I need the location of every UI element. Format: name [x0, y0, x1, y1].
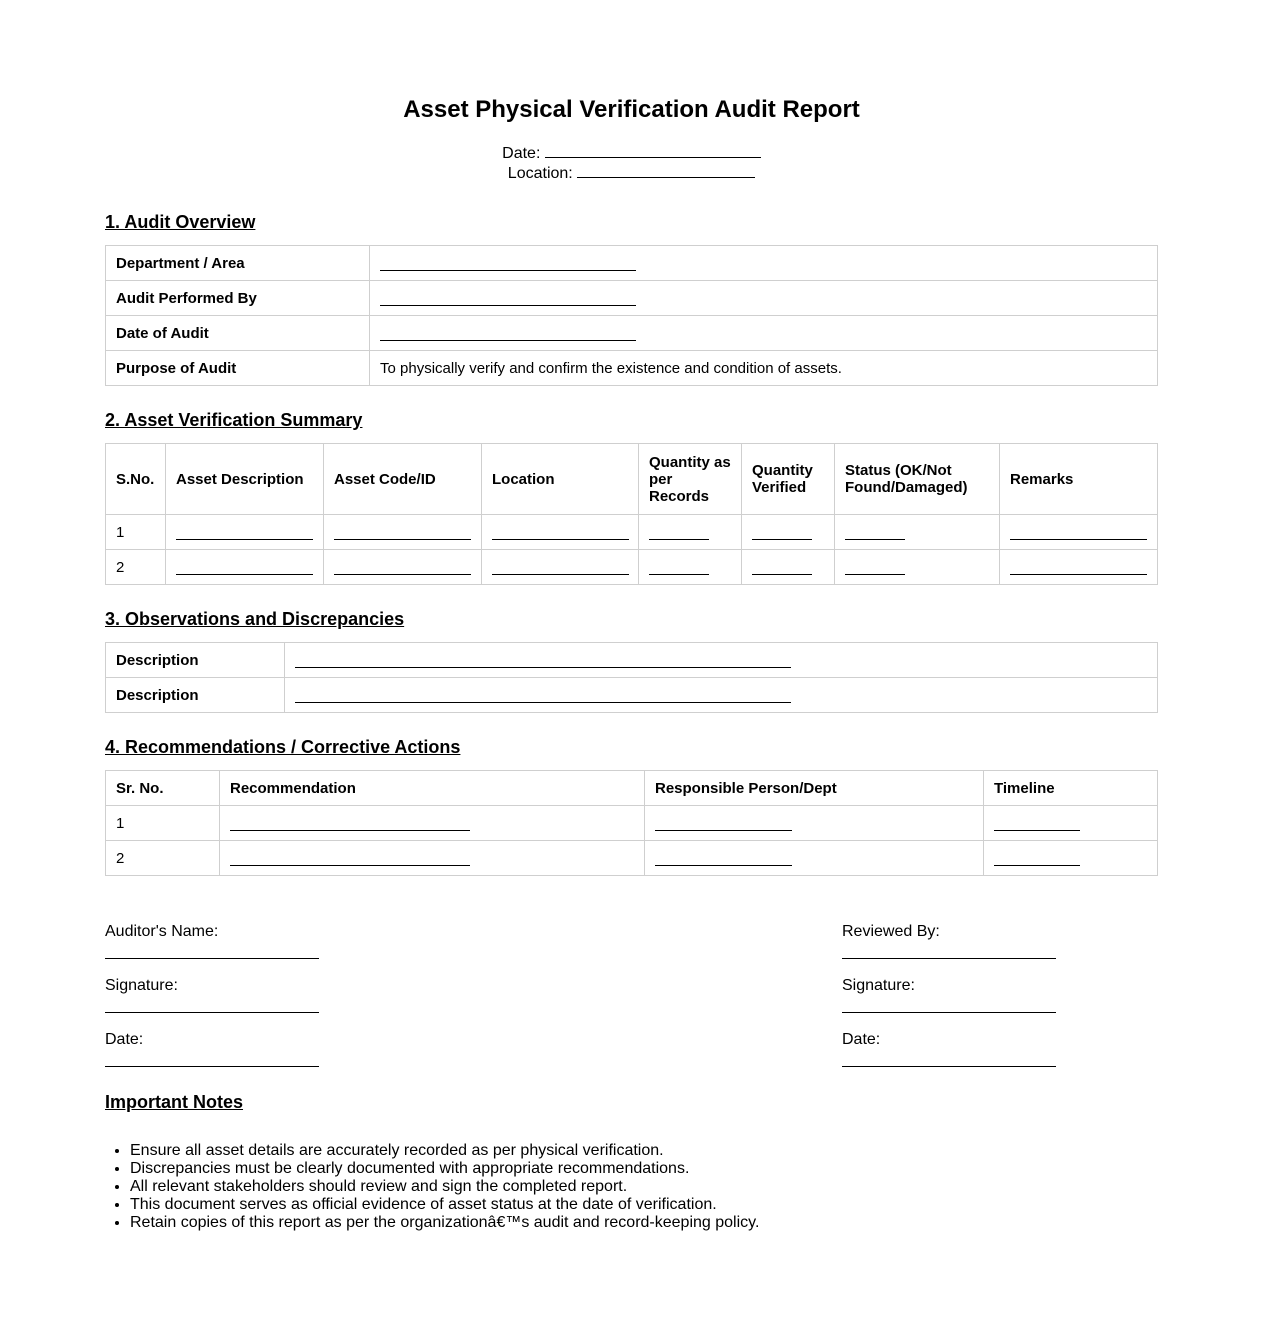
- reviewer-date-blank[interactable]: [842, 1066, 1056, 1067]
- table-row: [106, 515, 1158, 550]
- column-header: Asset Code/ID: [324, 444, 482, 515]
- blank-line[interactable]: [1010, 560, 1147, 575]
- blank-line[interactable]: [649, 525, 709, 540]
- department-area-blank[interactable]: [380, 256, 636, 271]
- list-item: • All relevant stakeholders should review and sign the completed report.: [130, 1178, 1030, 1196]
- row-label: Description: [106, 643, 285, 678]
- list-item: • Retain copies of this report as per the organizationâ€™s audit and record-keeping policy.: [130, 1214, 1030, 1232]
- recommendations-table: [105, 770, 1158, 876]
- important-notes-list: [105, 1142, 1030, 1232]
- date-of-audit-blank[interactable]: [380, 326, 636, 341]
- row-label: Department / Area: [106, 246, 370, 281]
- table-header-row: [106, 771, 1158, 806]
- column-header: Status (OK/Not Found/Damaged): [835, 444, 1000, 515]
- asset-verification-table: [105, 443, 1158, 585]
- auditor-name-field: [105, 923, 319, 959]
- reviewer-signature-label: Signature:: [842, 977, 915, 994]
- row-number: 2: [106, 550, 166, 585]
- row-number: 1: [106, 515, 166, 550]
- location-field: [105, 163, 1158, 183]
- document-title: Asset Physical Verification Audit Report: [403, 96, 860, 123]
- auditor-name-blank[interactable]: [105, 958, 319, 959]
- auditor-date-label: Date:: [105, 1031, 144, 1048]
- column-header: Asset Description: [166, 444, 324, 515]
- row-number: 2: [106, 841, 220, 876]
- table-row: [106, 281, 1158, 316]
- cell: [742, 550, 835, 585]
- blank-line[interactable]: [1010, 525, 1147, 540]
- auditor-date-blank[interactable]: [105, 1066, 319, 1067]
- reviewer-signature-field: [842, 977, 1056, 1013]
- row-label: Description: [106, 678, 285, 713]
- section-heading-observations: 3. Observations and Discrepancies: [105, 609, 405, 629]
- row-value: [285, 643, 1158, 678]
- cell: [742, 515, 835, 550]
- blank-line[interactable]: [649, 560, 709, 575]
- cell: [835, 550, 1000, 585]
- blank-line[interactable]: [994, 851, 1080, 866]
- blank-line[interactable]: [655, 816, 792, 831]
- date-field: [105, 143, 1158, 163]
- column-header: Recommendation: [220, 771, 645, 806]
- auditor-name-label: Auditor's Name:: [105, 923, 219, 940]
- cell: [324, 550, 482, 585]
- auditor-signature-blank[interactable]: [105, 1012, 319, 1013]
- row-number: 1: [106, 806, 220, 841]
- audit-performed-by-blank[interactable]: [380, 291, 636, 306]
- reviewer-signature-blank[interactable]: [842, 1012, 1056, 1013]
- list-item: • This document serves as official evidence of asset status at the date of verification.: [130, 1196, 1030, 1214]
- column-header: Quantity Verified: [742, 444, 835, 515]
- cell: [482, 550, 639, 585]
- blank-line[interactable]: [655, 851, 792, 866]
- table-row: [106, 643, 1158, 678]
- auditor-signature-label: Signature:: [105, 977, 178, 994]
- blank-line[interactable]: [230, 851, 470, 866]
- section-heading-audit-overview: 1. Audit Overview: [105, 212, 256, 232]
- column-header: S.No.: [106, 444, 166, 515]
- column-header: Timeline: [984, 771, 1158, 806]
- column-header: Location: [482, 444, 639, 515]
- list-item: • Discrepancies must be clearly documented with appropriate recommendations.: [130, 1160, 1030, 1178]
- signature-section: [105, 923, 1158, 1073]
- cell: [166, 515, 324, 550]
- reviewer-date-label: Date:: [842, 1031, 881, 1048]
- section-heading-important-notes: Important Notes: [105, 1092, 244, 1112]
- row-label: Audit Performed By: [106, 281, 370, 316]
- reviewed-by-label: Reviewed By:: [842, 923, 940, 940]
- reviewed-by-blank[interactable]: [842, 958, 1056, 959]
- list-item: • Ensure all asset details are accurately recorded as per physical verification.: [130, 1142, 1030, 1160]
- cell: [984, 806, 1158, 841]
- document-meta: [105, 143, 1158, 183]
- table-row: [106, 806, 1158, 841]
- cell: [166, 550, 324, 585]
- column-header: Remarks: [1000, 444, 1158, 515]
- table-header-row: [106, 444, 1158, 515]
- auditor-signature-field: [105, 977, 319, 1013]
- blank-line[interactable]: [994, 816, 1080, 831]
- cell: [645, 806, 984, 841]
- blank-line[interactable]: [334, 560, 471, 575]
- reviewed-by-field: [842, 923, 1056, 959]
- table-row: [106, 246, 1158, 281]
- audit-overview-table: [105, 245, 1158, 386]
- cell: [645, 841, 984, 876]
- row-value: [370, 281, 1158, 316]
- table-row: [106, 550, 1158, 585]
- cell: [639, 550, 742, 585]
- table-row: [106, 841, 1158, 876]
- blank-line[interactable]: [845, 560, 905, 575]
- blank-line[interactable]: [752, 525, 812, 540]
- row-value: [285, 678, 1158, 713]
- row-value: [370, 316, 1158, 351]
- row-label: Purpose of Audit: [106, 351, 370, 386]
- row-value: [370, 246, 1158, 281]
- location-label: Location:: [507, 165, 573, 182]
- reviewer-date-field: [842, 1031, 1056, 1067]
- cell: [1000, 550, 1158, 585]
- table-row: [106, 678, 1158, 713]
- blank-line[interactable]: [752, 560, 812, 575]
- table-row: [106, 316, 1158, 351]
- blank-line[interactable]: [176, 525, 313, 540]
- cell: [220, 841, 645, 876]
- section-heading-recommendations: 4. Recommendations / Corrective Actions: [105, 737, 461, 757]
- cell: [835, 515, 1000, 550]
- blank-line[interactable]: [492, 560, 629, 575]
- blank-line[interactable]: [492, 525, 629, 540]
- auditor-date-field: [105, 1031, 319, 1067]
- blank-line[interactable]: [176, 560, 313, 575]
- observation-blank[interactable]: [295, 688, 791, 703]
- blank-line[interactable]: [230, 816, 470, 831]
- cell: [1000, 515, 1158, 550]
- location-blank[interactable]: [577, 163, 755, 178]
- cell: [324, 515, 482, 550]
- observations-table: [105, 642, 1158, 713]
- column-header: Quantity as per Records: [639, 444, 742, 515]
- column-header: Responsible Person/Dept: [645, 771, 984, 806]
- cell: [639, 515, 742, 550]
- column-header: Sr. No.: [106, 771, 220, 806]
- observation-blank[interactable]: [295, 653, 791, 668]
- purpose-of-audit-value: To physically verify and confirm the existence and condition of assets.: [370, 351, 1158, 386]
- table-row: [106, 351, 1158, 386]
- row-label: Date of Audit: [106, 316, 370, 351]
- cell: [220, 806, 645, 841]
- cell: [984, 841, 1158, 876]
- blank-line[interactable]: [845, 525, 905, 540]
- section-heading-asset-verification-summary: 2. Asset Verification Summary: [105, 410, 363, 430]
- cell: [482, 515, 639, 550]
- blank-line[interactable]: [334, 525, 471, 540]
- date-blank[interactable]: [545, 143, 761, 158]
- date-label: Date:: [502, 145, 541, 162]
